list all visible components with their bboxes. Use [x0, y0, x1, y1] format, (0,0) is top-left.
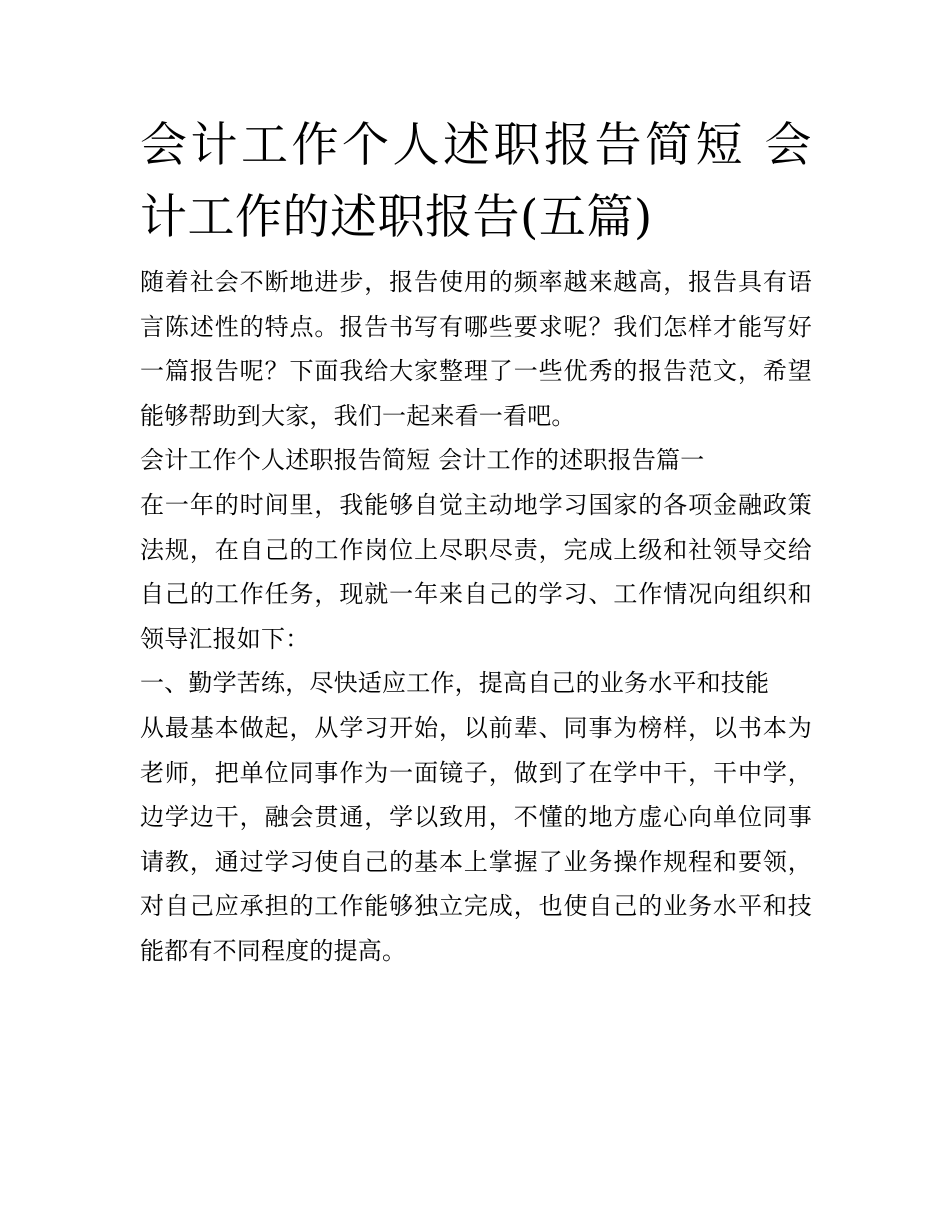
- body-paragraph: 从最基本做起，从学习开始，以前辈、同事为榜样，以书本为老师，把单位同事作为一面镜子，做到了在学中干，干中学，边学边干，融会贯通，学以致用，不懂的地方虚心向单位同事请教，通过学习使自己的基本上掌握了业务操作规程和要领，对自己应承担的工作能够独立完成，也使自己的业务水平和技能都有不同程度的提高。: [140, 713, 812, 965]
- document-page: [140, 110, 812, 974]
- subsection-heading: 一、勤学苦练，尽快适应工作，提高自己的业务水平和技能: [140, 669, 770, 698]
- document-title: 会计工作个人述职报告简短 会计工作的述职报告(五篇): [140, 118, 812, 245]
- section-heading: 会计工作个人述职报告简短 会计工作的述职报告篇一: [140, 446, 705, 475]
- body-paragraph: 在一年的时间里，我能够自觉主动地学习国家的各项金融政策法规，在自己的工作岗位上尽职尽责，完成上级和社领导交给自己的工作任务，现就一年来自己的学习、工作情况向组织和领导汇报如下：: [140, 490, 812, 653]
- intro-paragraph: 随着社会不断地进步，报告使用的频率越来越高，报告具有语言陈述性的特点。报告书写有哪些要求呢？我们怎样才能写好一篇报告呢？下面我给大家整理了一些优秀的报告范文，希望能够帮助到大家，我们一起来看一看吧。: [140, 268, 812, 430]
